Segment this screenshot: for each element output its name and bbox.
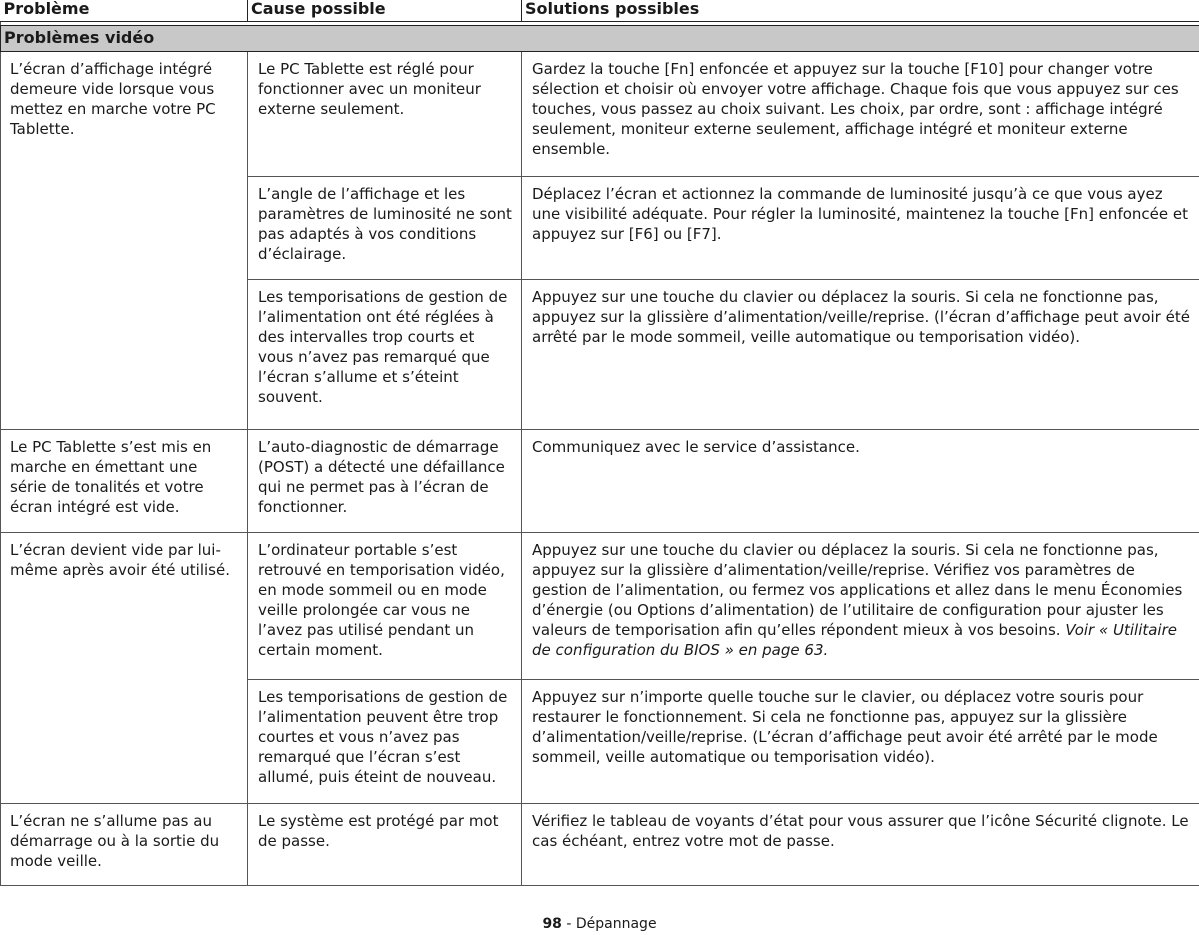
cause-cell: Le système est protégé par mot de passe. — [248, 804, 522, 886]
table-row — [1, 533, 1199, 680]
solution-cell — [522, 533, 1199, 680]
cause-cell: Le PC Tablette est réglé pour fonctionner avec un moniteur externe seulement. — [248, 52, 522, 177]
table-row — [1, 804, 1199, 886]
cause-cell: Les temporisations de gestion de l’alimentation ont été réglées à des intervalles trop courts et vous n’avez pas remarqué que l’écran s’allume et s’éteint souvent. — [248, 280, 522, 430]
solution-cell: Vérifiez le tableau de voyants d’état pour vous assurer que l’icône Sécurité clignote. Le cas échéant, entrez votre mot de passe. — [522, 804, 1199, 886]
problem-cell: L’écran ne s’allume pas au démarrage ou à la sortie du mode veille. — [1, 804, 248, 886]
cause-cell: Les temporisations de gestion de l’alimentation peuvent être trop courtes et vous n’avez pas remarqué que l’écran s’est allumé, puis éteint de nouveau. — [248, 680, 522, 804]
problem-cell: Le PC Tablette s’est mis en marche en émettant une série de tonalités et votre écran intégré est vide. — [1, 430, 248, 533]
solution-cell: Communiquez avec le service d’assistance. — [522, 430, 1199, 533]
solution-cell: Gardez la touche [Fn] enfoncée et appuyez sur la touche [F10] pour changer votre sélection et choisir où envoyer votre affichage. Chaque fois que vous appuyez sur ces touches, vous passez au choix suivant. Les choix, par ordre, sont : affichage intégré seulement, moniteur externe seulement, affichage intégré et moniteur externe ensemble. — [522, 52, 1199, 177]
section-row — [1, 26, 1199, 52]
footer-separator: - — [561, 916, 576, 932]
problem-cell: L’écran devient vide par lui-même après avoir été utilisé. — [1, 533, 248, 804]
solution-cell: Appuyez sur une touche du clavier ou déplacez la souris. Si cela ne fonctionne pas, appuyez sur la glissière d’alimentation/veille/reprise. (l’écran d’affichage peut avoir été arrêté par le mode sommeil, veille automatique ou temporisation vidéo). — [522, 280, 1199, 430]
solution-cell: Appuyez sur n’importe quelle touche sur le clavier, ou déplacez votre souris pour restaurer le fonctionnement. Si cela ne fonctionne pas, appuyez sur la glissière d’alimentation/veille/reprise. (L’écran d’affichage peut avoir été arrêté par le mode sommeil, veille automatique ou temporisation vidéo). — [522, 680, 1199, 804]
solution-text: Appuyez sur une touche du clavier ou déplacez la souris. Si cela ne fonctionne pas, appuyez sur la glissière d’alimentation/veille/reprise. Vérifiez vos paramètres de gestion de l’alimentation, ou fermez vos applications et allez dans le menu Économies d’énergie (ou Options d’alimentation) de l’utilitaire de configuration pour ajuster les valeurs de temporisation afin qu’elles répondent mieux à vos besoins. — [532, 541, 1183, 639]
header-problem: Problème — [1, 0, 248, 22]
table-row — [1, 430, 1199, 533]
bios-setup-reference-link[interactable]: Voir « Utilitaire de configuration du BIOS » en page 63. — [532, 621, 1177, 659]
table-row — [1, 52, 1199, 177]
problem-cell: L’écran d’affichage intégré demeure vide lorsque vous mettez en marche votre PC Tablette. — [1, 52, 248, 430]
cause-cell: L’ordinateur portable s’est retrouvé en temporisation vidéo, en mode sommeil ou en mode veille prolongée car vous ne l’avez pas utilisé pendant un certain moment. — [248, 533, 522, 680]
table-header-row — [1, 0, 1199, 22]
footer-section-name: Dépannage — [575, 916, 657, 932]
cause-cell: L’auto-diagnostic de démarrage (POST) a détecté une défaillance qui ne permet pas à l’écran de fonctionner. — [248, 430, 522, 533]
header-cause: Cause possible — [248, 0, 522, 22]
solution-cell: Déplacez l’écran et actionnez la commande de luminosité jusqu’à ce que vous ayez une visibilité adéquate. Pour régler la luminosité, maintenez la touche [Fn] enfoncée et appuyez sur [F6] ou [F7]. — [522, 177, 1199, 280]
page-footer — [0, 915, 1199, 933]
header-solution: Solutions possibles — [522, 0, 1199, 22]
cause-cell: L’angle de l’affichage et les paramètres de luminosité ne sont pas adaptés à vos conditions d’éclairage. — [248, 177, 522, 280]
section-title: Problèmes vidéo — [1, 26, 1199, 52]
page-number: 98 — [542, 916, 562, 932]
